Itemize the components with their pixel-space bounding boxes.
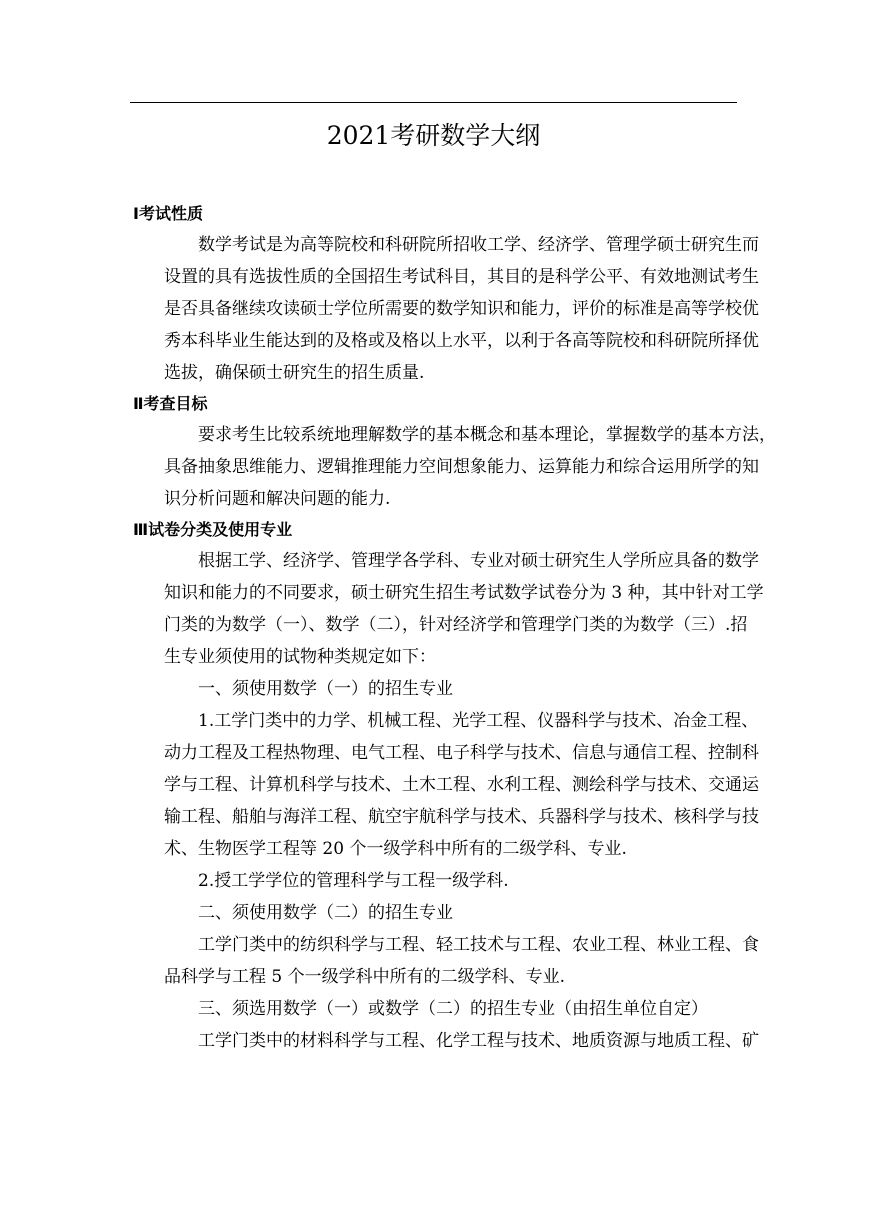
text-line: 学与工程、计算机科学与技术、土木工程、水利工程、测绘科学与技术、交通运: [164, 775, 759, 795]
text-line: 具备抽象思维能力、逻辑推理能力空间想象能力、运算能力和综合运用所学的知: [164, 457, 759, 477]
paragraph-classification: [130, 545, 764, 673]
text-line: 是否具备继续攻读硕士学位所需要的数学知识和能力，评价的标准是高等学校优: [164, 299, 759, 319]
text-line: 选拔，确保硕士研究生的招生质量.: [164, 363, 425, 383]
text-line: 门类的为数学（一）、数学（二），针对经济学和管理学门类的为数学（三）.招: [164, 615, 748, 635]
text-line: 输工程、船舶与海洋工程、航空宇航科学与技术、兵器科学与技术、核科学与技: [164, 807, 759, 827]
document-title: 2021考研数学大纲: [326, 121, 541, 150]
text-line: 识分析问题和解决问题的能力.: [164, 489, 391, 509]
subheading-math-one-or-two: [130, 993, 746, 1025]
section-heading-classification: Ⅲ试卷分类及使用专业: [133, 520, 293, 539]
text-line: 设置的具有选拔性质的全国招生考试科目，其目的是科学公平、有效地测试考生: [164, 267, 759, 287]
paragraph-math-one-or-two-list: [130, 1025, 759, 1057]
text-line: 术、生物医学工程等 20 个一级学科中所有的二级学科、专业.: [164, 839, 627, 859]
text-line: 要求考生比较系统地理解数学的基本概念和基本理论，掌握数学的基本方法，: [198, 425, 776, 445]
section-heading-objectives: Ⅱ考查目标: [133, 394, 208, 413]
paragraph-nature: [130, 229, 759, 389]
text-line: 工学门类中的材料科学与工程、化学工程与技术、地质资源与地质工程、矿: [198, 1031, 759, 1051]
text-line: 数学考试是为高等院校和科研院所招收工学、经济学、管理学硕士研究生而: [198, 235, 759, 255]
paragraph-objectives: [130, 419, 776, 515]
text-line: 三、须选用数学（一）或数学（二）的招生专业（由招生单位自定）: [198, 999, 708, 1019]
text-line: 1.工学门类中的力学、机械工程、光学工程、仪器科学与技术、冶金工程、: [198, 711, 759, 731]
text-line: 一、须使用数学（一）的招生专业: [198, 679, 453, 699]
text-line: 品科学与工程 5 个一级学科中所有的二级学科、专业.: [164, 967, 566, 987]
section-heading-nature: Ⅰ考试性质: [133, 204, 203, 223]
text-line: 知识和能力的不同要求，硕士研究生招生考试数学试卷分为 3 种，其中针对工学: [164, 583, 764, 603]
header-rule: [130, 102, 737, 103]
paragraph-math-one-management: [130, 865, 746, 897]
text-line: 工学门类中的纺织科学与工程、轻工技术与工程、农业工程、林业工程、食: [198, 935, 759, 955]
subheading-math-two: [130, 897, 746, 929]
text-line: 生专业须使用的试物种类规定如下：: [164, 647, 436, 667]
subheading-math-one: [130, 673, 746, 705]
text-line: 秀本科毕业生能达到的及格或及格以上水平，以利于各高等院校和科研院所择优: [164, 331, 759, 351]
paragraph-math-one-list: [130, 705, 759, 865]
text-line: 动力工程及工程热物理、电气工程、电子科学与技术、信息与通信工程、控制科: [164, 743, 759, 763]
text-line: 根据工学、经济学、管理学各学科、专业对硕士研究生人学所应具备的数学: [198, 551, 759, 571]
document-body: [130, 199, 776, 1057]
text-line: 二、须使用数学（二）的招生专业: [198, 903, 453, 923]
text-line: 2.授工学学位的管理科学与工程一级学科.: [198, 871, 509, 891]
paragraph-math-two-list: [130, 929, 759, 993]
